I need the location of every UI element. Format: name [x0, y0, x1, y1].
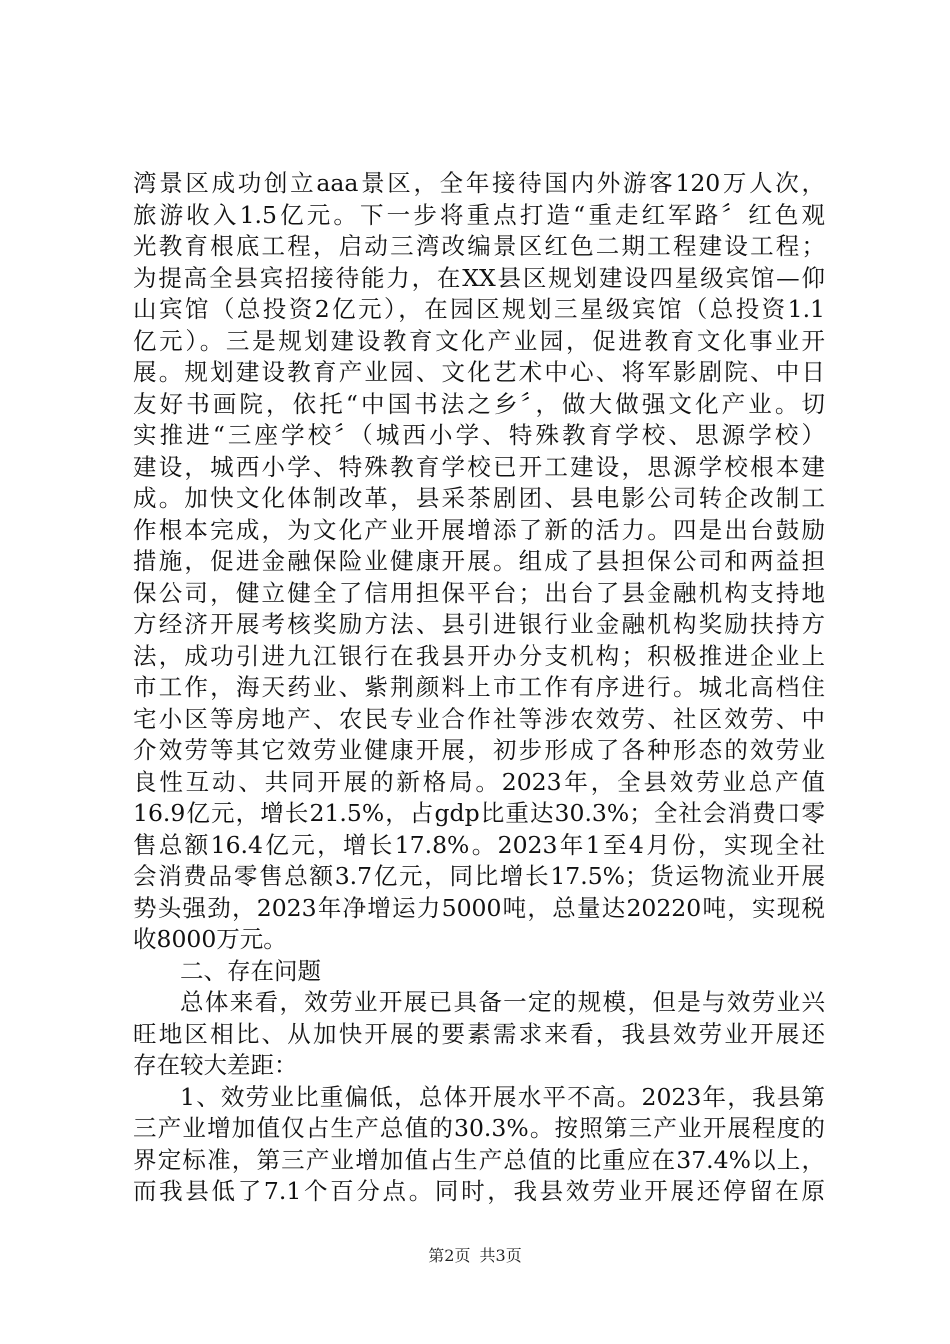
text-line: 法，成功引进九江银行在我县开办分支机构；积极推进企业上: [133, 641, 825, 670]
text-line: 旺地区相比、从加快开展的要素需求来看，我县效劳业开展还: [133, 1019, 825, 1048]
text-line: 会消费品零售总额3.7亿元，同比增长17.5%；货运物流业开展: [133, 862, 825, 890]
text-line: 市工作，海天药业、紫荆颜料上市工作有序进行。城北高档住: [133, 673, 825, 701]
text-line: 为提高全县宾招接待能力，在XX县区规划建设四星级宾馆—仰: [133, 263, 825, 292]
text-line: 友好书画院，依托“中国书法之乡〞，做大做强文化产业。切: [133, 389, 825, 418]
text-line: 光教育根底工程，启动三湾改编景区红色二期工程建设工程；: [133, 232, 825, 260]
text-line: 介效劳等其它效劳业健康开展，初步形成了各种形态的效劳业: [133, 736, 825, 764]
text-line: 存在较大差距：: [133, 1051, 298, 1079]
page-number: 第2页: [428, 1246, 471, 1265]
text-line: 16.9亿元，增长21.5%，占gdp比重达30.3%；全社会消费口零: [133, 799, 825, 827]
section-heading: 二、存在问题: [180, 956, 321, 985]
text-line: 展。规划建设教育产业园、文化艺术中心、将军影剧院、中日: [133, 358, 825, 386]
text-line: 作根本完成，为文化产业开展增添了新的活力。四是出台鼓励: [133, 515, 825, 544]
text-line: 三产业增加值仅占生产总值的30.3%。按照第三产业开展程度的: [133, 1114, 825, 1142]
text-line: 方经济开展考核奖励方法、县引进银行业金融机构奖励扶持方: [133, 610, 825, 638]
text-line: 售总额16.4亿元，增长17.8%。2023年1至4月份，实现全社: [133, 830, 825, 859]
text-line: 宅小区等房地产、农民专业合作社等涉农效劳、社区效劳、中: [133, 704, 825, 733]
text-line: 收8000万元。: [133, 925, 287, 953]
text-line: 山宾馆（总投资2亿元），在园区规划三星级宾馆（总投资1.1: [133, 295, 825, 323]
text-line: 而我县低了7.1个百分点。同时，我县效劳业开展还停留在原: [133, 1177, 825, 1205]
text-line: 势头强劲，2023年净增运力5000吨，总量达20220吨，实现税: [133, 893, 825, 922]
document-body: [133, 168, 825, 1208]
text-line: 实推进“三座学校〞（城西小学、特殊教育学校、思源学校）: [133, 421, 825, 449]
text-line: 成。加快文化体制改革，县采茶剧团、县电影公司转企改制工: [133, 484, 825, 512]
page-total: 共3页: [479, 1246, 522, 1265]
text-line: 建设，城西小学、特殊教育学校已开工建设，思源学校根本建: [133, 452, 825, 481]
text-line: 界定标准，第三产业增加值占生产总值的比重应在37.4%以上，: [133, 1145, 825, 1174]
text-line: 旅游收入1.5亿元。下一步将重点打造“重走红军路〞红色观: [133, 200, 825, 229]
text-line: 1、效劳业比重偏低，总体开展水平不高。2023年，我县第: [180, 1082, 825, 1111]
text-line: 总体来看，效劳业开展已具备一定的规模，但是与效劳业兴: [180, 988, 825, 1016]
text-line: 亿元）。三是规划建设教育文化产业园，促进教育文化事业开: [133, 326, 825, 355]
text-line: 湾景区成功创立aaa景区，全年接待国内外游客120万人次，: [133, 169, 825, 197]
page-footer: [0, 1246, 950, 1266]
text-line: 措施，促进金融保险业健康开展。组成了县担保公司和两益担: [133, 547, 825, 575]
text-line: 良性互动、共同开展的新格局。2023年，全县效劳业总产值: [133, 767, 825, 796]
text-line: 保公司，健立健全了信用担保平台；出台了县金融机构支持地: [133, 578, 825, 607]
